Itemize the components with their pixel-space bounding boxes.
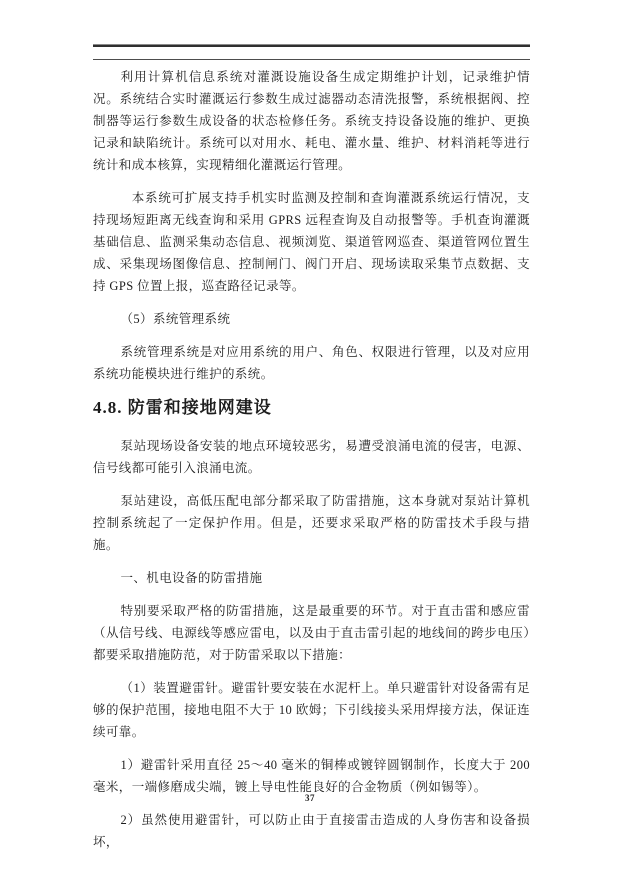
paragraph-system-management-desc: 系统管理系统是对应用系统的用户、角色、权限进行管理，以及对应用系统功能模块进行维护的系统。 bbox=[93, 345, 530, 381]
paragraph-system-management-label: （5）系统管理系统 bbox=[120, 312, 231, 326]
paragraph-lightning-rod-spec: 1）避雷针采用直径 25～40 毫米的铜棒或镀锌圆钢制作，长度大于 200 毫米，一端修磨成尖端，镀上导电性能良好的合金物质（例如锡等）。 bbox=[93, 758, 530, 794]
paragraph-maintenance-plan: 利用计算机信息系统对灌溉设施设备生成定期维护计划，记录维护情况。系统结合实时灌溉运行参数生成过滤器动态清洗报警，系统根据阀、控制器等运行参数生成设备的状态检修任务。系统支持设备设施的维护、更换记录和缺陷统计。系统可以对用水、耗电、灌水量、维护、材料消耗等进行统计和成本核算，实现精细化灌溉运行管理。 bbox=[93, 70, 530, 172]
paragraph-electromechanical-measures-label: 一、机电设备的防雷措施 bbox=[120, 571, 263, 585]
document-body bbox=[93, 66, 530, 853]
header-rule-thin bbox=[93, 59, 530, 60]
paragraph-strict-measures: 特别要采取严格的防雷措施，这是最重要的环节。对于直击雷和感应雷（从信号线、电源线等感应雷电，以及由于直击雷引起的地线间的跨步电压）都要采取措施防范，对于防雷采取以下措施： bbox=[93, 604, 530, 662]
section-heading-lightning-protection: 4.8. 防雷和接地网建设 bbox=[93, 398, 272, 417]
paragraph-mobile-monitoring: 本系统可扩展支持手机实时监测及控制和查询灌溉系统运行情况，支持现场短距离无线查询和采用 GPRS 远程查询及自动报警等。手机查询灌溉基础信息、监测采集动态信息、视频浏览、渠道管网巡查、渠道管网位置生成、采集现场图像信息、控制闸门、阀门开启、现场读取采集节点数据、支持 GPS 位置上报，巡查路径记录等。 bbox=[93, 191, 530, 293]
header-divider bbox=[93, 44, 530, 60]
paragraph-lightning-rod-install: （1）装置避雷针。避雷针要安装在水泥杆上。单只避雷针对设备需有足够的保护范围，接地电阻不大于 10 欧姆；下引线接头采用焊接方法，保证连续可靠。 bbox=[93, 681, 530, 739]
paragraph-pump-station-construction: 泵站建设，高低压配电部分都采取了防雷措施，这本身就对泵站计算机控制系统起了一定保护作用。但是，还要求采取严格的防雷技术手段与措施。 bbox=[93, 494, 530, 552]
page-footer bbox=[0, 788, 620, 806]
paragraph-pump-station-environment: 泵站现场设备安装的地点环境较恶劣，易遭受浪涌电流的侵害，电源、信号线都可能引入浪涌电流。 bbox=[93, 439, 530, 475]
header-rule-thick bbox=[93, 44, 530, 47]
page-number: 37 bbox=[305, 793, 315, 803]
paragraph-lightning-rod-limitation: 2）虽然使用避雷针，可以防止由于直接雷击造成的人身伤害和设备损坏， bbox=[93, 813, 530, 849]
